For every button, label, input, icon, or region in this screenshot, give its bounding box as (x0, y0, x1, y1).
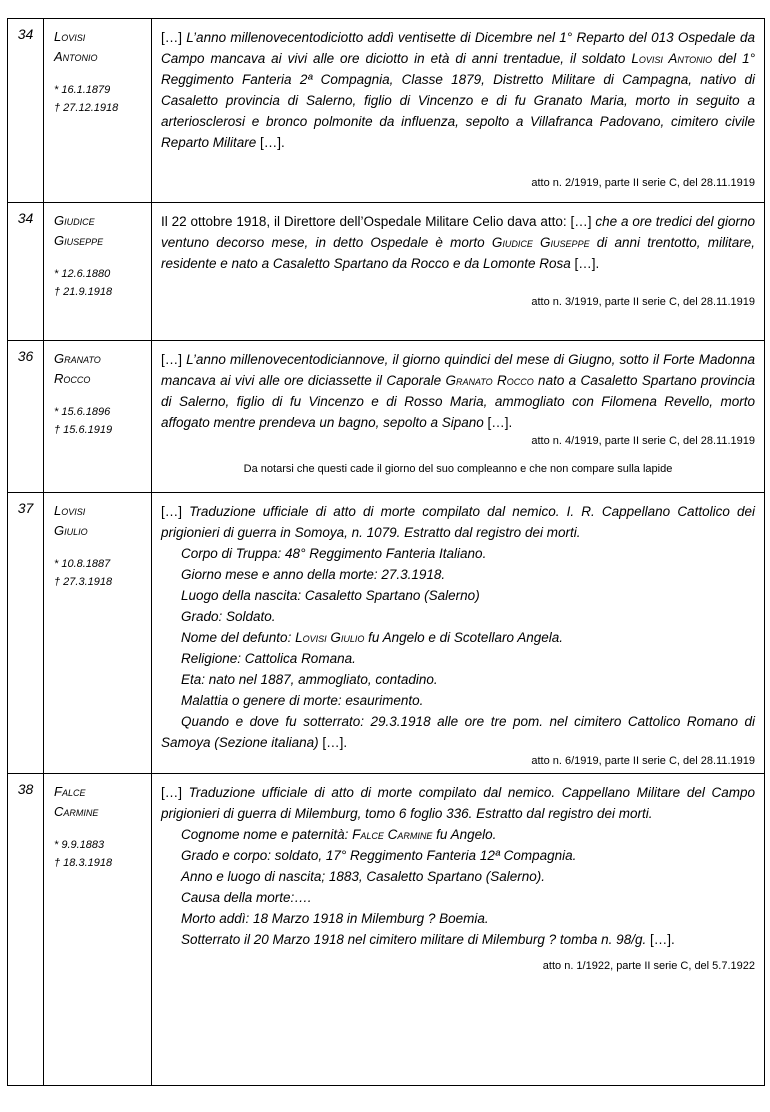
record-note: Da notarsi che questi cade il giorno del suo compleanno e che non compare sulla lapide (243, 463, 673, 475)
surname: Granato (54, 351, 101, 366)
entry-number: 38 (8, 774, 44, 1086)
person-cell (44, 493, 152, 774)
entry-number: 37 (8, 493, 44, 774)
record-reference: atto n. 2/1919, parte II serie C, del 28.11.1919 (531, 177, 755, 189)
record-line: Giorno mese e anno della morte: 27.3.1918. (181, 567, 446, 582)
record-text: […] Traduzione ufficiale di atto di morte compilato dal nemico. Cappellano Militare del Campo prigionieri di guerra di Milemburg, tomo 6 foglio 336. Estratto dal registro dei morti. (161, 785, 755, 821)
record-text: Il 22 ottobre 1918, il Direttore dell’Ospedale Militare Celio dava atto: […] che a ore tredici del giorno ventuno decorso mese, in detto Ospedale è morto Giudice Giuseppe di anni trentotto, militare, residente e nato a Casaletto Spartano da Rocco e da Lomonte Rosa […]. (161, 214, 755, 271)
surname: Lovisi (54, 29, 86, 44)
register-entry (8, 203, 765, 341)
person-name-inline: Falce Carmine (352, 827, 433, 842)
death-date: † 21.9.1918 (54, 286, 113, 298)
person-cell (44, 774, 152, 1086)
given-name: Rocco (54, 371, 91, 386)
record-line: Anno e luogo di nascita; 1883, Casaletto Spartano (Salerno). (181, 869, 545, 884)
given-name: Antonio (54, 49, 98, 64)
birth-date: * 9.9.1883 (54, 839, 105, 851)
record-cell (152, 19, 765, 203)
record-text: […] Traduzione ufficiale di atto di morte compilato dal nemico. I. R. Cappellano Cattolico dei prigionieri di guerra in Somoya, n. 1079. Estratto dal registro dei morti. (161, 504, 755, 540)
record-text: […] L’anno millenovecentodiciannove, il giorno quindici del mese di Giugno, sotto il Forte Madonna mancava ai vivi alle ore diciassette il Caporale Granato Rocco nato a Casaletto Spartano provincia di Salerno, figlio di fu Vincenzo e di Rosso Maria, ammogliato con Filomena Revello, morto affogato mentre prendeva un bagno, sepolto a Sipano […]. (161, 352, 755, 430)
person-name-inline: Lovisi Antonio (631, 51, 713, 66)
person-name-inline: Granato Rocco (445, 373, 534, 388)
death-date: † 15.6.1919 (54, 424, 113, 436)
surname: Falce (54, 784, 86, 799)
given-name: Giuseppe (54, 233, 104, 248)
register-entry (8, 19, 765, 203)
record-reference: atto n. 1/1922, parte II serie C, del 5.7.1922 (542, 960, 755, 972)
person-cell (44, 341, 152, 493)
record-reference: atto n. 6/1919, parte II serie C, del 28.11.1919 (531, 755, 755, 767)
death-date: † 27.12.1918 (54, 102, 119, 114)
birth-date: * 16.1.1879 (54, 84, 111, 96)
record-line: Religione: Cattolica Romana. (181, 651, 356, 666)
surname: Lovisi (54, 503, 86, 518)
register-entry (8, 493, 765, 774)
person-name-inline: Lovisi Giulio (295, 630, 365, 645)
record-line: Sotterrato il 20 Marzo 1918 nel cimitero militare di Milemburg ? tomba n. 98/g. […]. (181, 932, 675, 947)
record-reference: atto n. 3/1919, parte II serie C, del 28.11.1919 (531, 296, 755, 308)
record-cell (152, 774, 765, 1086)
record-cell (152, 341, 765, 493)
record-text: […] L’anno millenovecentodiciotto addì ventisette di Dicembre nel 1° Reparto del 013 Ospedale da Campo mancava ai vivi alle ore diciotto in età di anni trentadue, il soldato Lovisi Antonio del 1° Reggimento Fanteria 2ª Compagnia, Classe 1879, Distretto Militare di Campagna, nativo di Casaletto provincia di Salerno, figlio di Vincenzo e di fu Granato Maria, morto in seguito a arteriosclerosi e bronco polmonite da influenza, sepolto a Villafranca Padovano, cimitero civile Reparto Militare […]. (161, 30, 755, 150)
record-line: Causa della morte:…. (181, 890, 312, 905)
record-reference: atto n. 4/1919, parte II serie C, del 28.11.1919 (531, 435, 755, 447)
birth-date: * 15.6.1896 (54, 406, 111, 418)
record-line: Morto addì: 18 Marzo 1918 in Milemburg ? Boemia. (181, 911, 489, 926)
record-cell (152, 493, 765, 774)
surname: Giudice (54, 213, 95, 228)
given-name: Giulio (54, 523, 88, 538)
person-cell (44, 203, 152, 341)
record-line: Grado: Soldato. (181, 609, 276, 624)
record-line: Cognome nome e paternità: Falce Carmine fu Angelo. (181, 827, 497, 842)
given-name: Carmine (54, 804, 99, 819)
person-name-inline: Giudice Giuseppe (491, 235, 590, 250)
register-entry (8, 341, 765, 493)
record-line: Corpo di Truppa: 48° Reggimento Fanteria Italiano. (181, 546, 487, 561)
record-line: Quando e dove fu sotterrato: 29.3.1918 alle ore tre pom. nel cimitero Cattolico Romano di Samoya (Sezione italiana) […]. (161, 714, 755, 750)
record-line: Malattia o genere di morte: esaurimento. (181, 693, 424, 708)
death-date: † 18.3.1918 (54, 857, 113, 869)
death-date: † 27.3.1918 (54, 576, 113, 588)
record-line: Nome del defunto: Lovisi Giulio fu Angelo e di Scotellaro Angela. (181, 630, 563, 645)
record-line: Luogo della nascita: Casaletto Spartano (Salerno) (181, 588, 480, 603)
birth-date: * 10.8.1887 (54, 558, 111, 570)
person-cell (44, 19, 152, 203)
birth-date: * 12.6.1880 (54, 268, 111, 280)
entry-number: 34 (8, 19, 44, 203)
record-cell (152, 203, 765, 341)
record-line: Grado e corpo: soldato, 17° Reggimento Fanteria 12ª Compagnia. (181, 848, 577, 863)
register-entry (8, 774, 765, 1086)
death-register-table (7, 18, 765, 1086)
entry-number: 34 (8, 203, 44, 341)
record-line: Eta: nato nel 1887, ammogliato, contadino. (181, 672, 438, 687)
entry-number: 36 (8, 341, 44, 493)
